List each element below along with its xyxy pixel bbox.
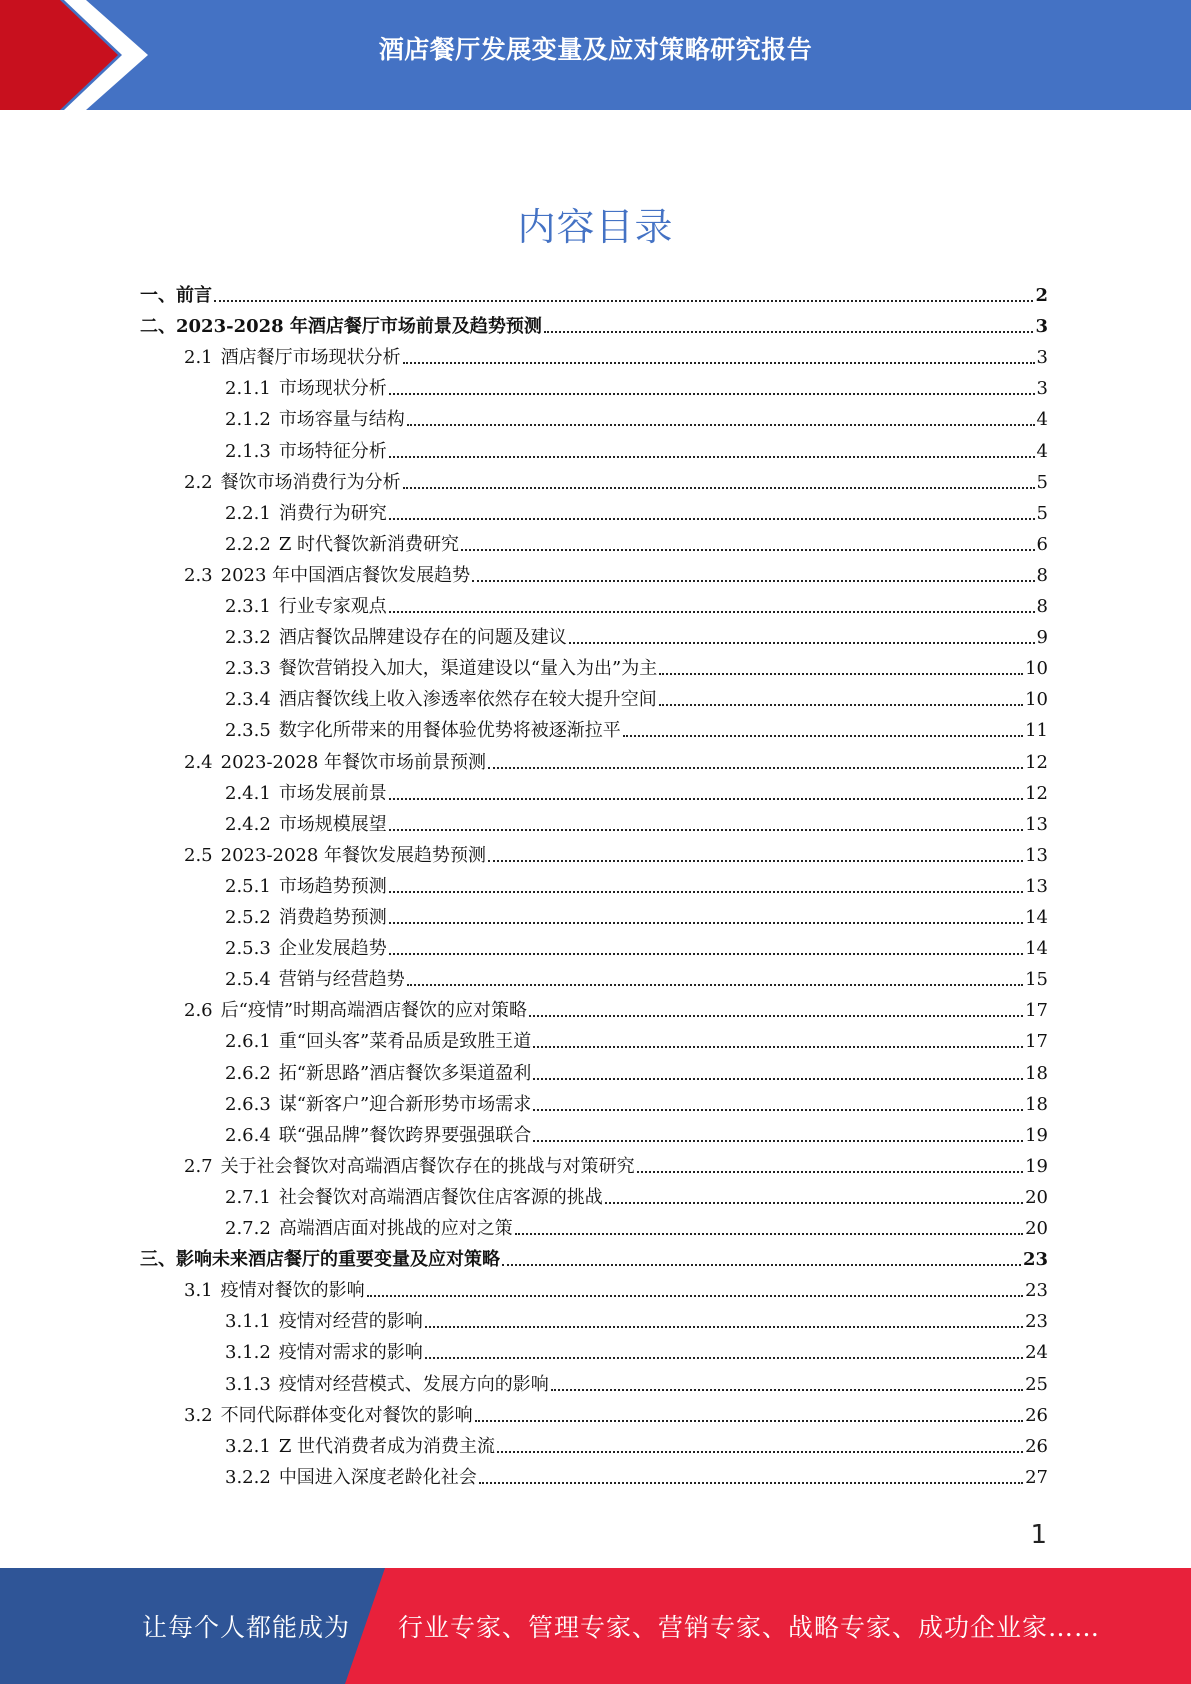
toc-entry[interactable] (184, 844, 1048, 868)
toc-entry-number: 3.1.2 (225, 1342, 271, 1364)
toc-dot-leader (623, 735, 1023, 737)
toc-entry-page: 13 (1025, 844, 1048, 866)
toc-entry[interactable] (225, 1186, 1048, 1210)
footer-slogan-right: 行业专家、管理专家、营销专家、战略专家、成功企业家…… (398, 1613, 1101, 1642)
toc-entry-title: 餐饮市场消费行为分析 (220, 471, 401, 493)
toc-entry[interactable] (225, 782, 1048, 806)
toc-entry[interactable] (225, 1373, 1048, 1397)
toc-dot-leader (497, 1451, 1023, 1453)
toc-entry[interactable] (184, 1155, 1048, 1179)
toc-entry-title: 酒店餐饮线上收入渗透率依然存在较大提升空间 (278, 689, 657, 711)
toc-dot-leader (389, 798, 1023, 800)
toc-entry-number: 2.3 (184, 564, 213, 586)
toc-entry-title: 前言 (176, 285, 212, 306)
page-footer (0, 1568, 1191, 1684)
toc-entry[interactable] (225, 1466, 1048, 1490)
toc-dot-leader (403, 362, 1035, 364)
toc-entry-number: 2.6.3 (225, 1093, 271, 1115)
toc-dot-leader (637, 1171, 1023, 1173)
toc-dot-leader (461, 549, 1035, 551)
toc-entry-page: 17 (1025, 1000, 1048, 1022)
toc-entry[interactable] (225, 657, 1048, 681)
toc-entry-number: 3.2 (184, 1404, 213, 1426)
toc-dot-leader (515, 1233, 1023, 1235)
toc-entry[interactable] (225, 688, 1048, 712)
toc-dot-leader (403, 487, 1035, 489)
toc-entry[interactable] (225, 626, 1048, 650)
toc-entry[interactable] (140, 1248, 1048, 1272)
toc-entry-page: 25 (1025, 1373, 1048, 1395)
toc-entry-title: 行业专家观点 (278, 596, 387, 617)
toc-entry-title: 疫情对餐饮的影响 (220, 1280, 365, 1302)
toc-entry-page: 17 (1025, 1031, 1048, 1053)
toc-entry[interactable] (225, 1310, 1048, 1334)
toc-entry-title: 酒店餐厅市场现状分析 (220, 347, 401, 369)
toc-entry-page: 27 (1025, 1466, 1048, 1488)
toc-entry-page: 13 (1025, 875, 1048, 897)
page-number: 1 (1030, 1520, 1047, 1550)
toc-dot-leader (569, 642, 1035, 644)
toc-entry-title: 数字化所带来的用餐体验优势将被逐渐拉平 (278, 720, 621, 742)
toc-entry-page: 18 (1025, 1093, 1048, 1115)
toc-entry-title: 2023 年中国酒店餐饮发展趋势 (220, 564, 471, 586)
toc-entry-number: 2.3.4 (225, 689, 271, 711)
toc-entry-number: 2.5.3 (225, 938, 271, 960)
toc-dot-leader (389, 518, 1035, 520)
toc-entry-page: 18 (1025, 1062, 1048, 1084)
toc-dot-leader (533, 1046, 1023, 1048)
toc-entry-page: 14 (1025, 938, 1048, 960)
toc-entry-number: 2.2.1 (225, 502, 271, 524)
toc-dot-leader (389, 829, 1023, 831)
toc-entry-page: 23 (1025, 1311, 1048, 1333)
toc-entry-page: 11 (1025, 720, 1048, 742)
toc-entry-number: 2.6.2 (225, 1062, 271, 1084)
toc-entry[interactable] (225, 533, 1048, 557)
toc-entry-title: 市场发展前景 (278, 782, 387, 804)
toc-entry-number: 2.7.1 (225, 1186, 271, 1208)
toc-entry-number: 2.3.1 (225, 596, 271, 617)
toc-entry-page: 10 (1025, 689, 1048, 711)
toc-entry-title: 消费行为研究 (278, 502, 387, 524)
toc-entry-page: 5 (1036, 502, 1048, 524)
toc-entry-page: 20 (1025, 1218, 1048, 1239)
toc-entry-page: 23 (1025, 1280, 1048, 1302)
toc-entry[interactable] (184, 346, 1048, 370)
toc-entry-title: 中国进入深度老龄化社会 (278, 1466, 477, 1488)
toc-entry[interactable] (225, 1062, 1048, 1086)
toc-entry-page: 3 (1035, 316, 1048, 338)
toc-entry-title: 拓“新思路”酒店餐饮多渠道盈利 (278, 1062, 532, 1084)
toc-entry-number: 2.7.2 (225, 1218, 271, 1239)
toc-dot-leader (367, 1295, 1023, 1297)
toc-dot-leader (407, 984, 1023, 986)
toc-heading: 内容目录 (517, 205, 674, 249)
toc-entry-number: 2.3.5 (225, 720, 271, 742)
toc-entry[interactable] (184, 1404, 1048, 1428)
toc-entry-title: 社会餐饮对高端酒店餐饮住店客源的挑战 (278, 1186, 603, 1208)
toc-dot-leader (389, 953, 1023, 955)
toc-entry[interactable] (225, 377, 1048, 401)
toc-dot-leader (551, 1389, 1023, 1391)
toc-dot-leader (605, 1202, 1023, 1204)
page-header (0, 0, 1191, 110)
toc-entry-page: 24 (1025, 1342, 1048, 1364)
toc-entry-page: 3 (1036, 378, 1048, 400)
toc-dot-leader (475, 1420, 1023, 1422)
toc-entry-title: 酒店餐饮品牌建设存在的问题及建议 (278, 627, 567, 649)
toc-entry[interactable] (225, 1093, 1048, 1117)
toc-entry-number: 2.1.3 (225, 440, 271, 462)
toc-entry-number: 3.1.3 (225, 1373, 271, 1395)
toc-entry[interactable] (225, 875, 1048, 899)
toc-entry-title: 关于社会餐饮对高端酒店餐饮存在的挑战与对策研究 (220, 1155, 635, 1177)
toc-entry-title: 疫情对经营模式、发展方向的影响 (278, 1373, 549, 1395)
toc-entry[interactable] (225, 937, 1048, 961)
toc-entry-page: 9 (1036, 627, 1048, 649)
toc-dot-leader (389, 393, 1035, 395)
toc-entry[interactable] (225, 906, 1048, 930)
toc-dot-leader (659, 673, 1023, 675)
toc-dot-leader (389, 922, 1023, 924)
toc-entry-number: 3.2.2 (225, 1466, 271, 1488)
toc-entry[interactable] (225, 408, 1048, 432)
toc-entry-page: 12 (1025, 782, 1048, 804)
toc-entry-page: 3 (1036, 347, 1048, 369)
toc-entry-title: 不同代际群体变化对餐饮的影响 (220, 1404, 473, 1426)
toc-entry-title: 谋“新客户”迎合新形势市场需求 (278, 1093, 532, 1115)
toc-entry[interactable] (225, 813, 1048, 837)
toc-entry-title: 影响未来酒店餐厅的重要变量及应对策略 (176, 1249, 500, 1271)
toc-entry-title: 2023-2028 年餐饮发展趋势预测 (220, 844, 487, 866)
toc-entry-title: Z 世代消费者成为消费主流 (278, 1435, 496, 1457)
toc-entry-title: Z 时代餐饮新消费研究 (278, 533, 460, 555)
toc-entry[interactable] (225, 968, 1048, 992)
toc-entry-number: 2.1 (184, 347, 213, 369)
toc-dot-leader (533, 1109, 1023, 1111)
toc-entry-number: 2.1.2 (225, 409, 271, 431)
toc-dot-leader (214, 300, 1033, 302)
toc-entry[interactable] (225, 1030, 1048, 1054)
toc-entry[interactable] (225, 1341, 1048, 1365)
toc-entry[interactable] (184, 751, 1048, 775)
toc-dot-leader (425, 1326, 1023, 1328)
toc-entry-number: 二、 (140, 316, 176, 338)
toc-entry-page: 2 (1035, 285, 1048, 306)
toc-entry-number: 2.7 (184, 1155, 213, 1177)
toc-entry[interactable] (140, 315, 1048, 339)
toc-entry[interactable] (225, 1124, 1048, 1148)
toc-entry-page: 13 (1025, 813, 1048, 835)
report-title: 酒店餐厅发展变量及应对策略研究报告 (378, 35, 813, 64)
toc-dot-leader (533, 1140, 1023, 1142)
toc-entry-number: 2.5 (184, 844, 213, 866)
toc-entry-title: 高端酒店面对挑战的应对之策 (278, 1218, 513, 1239)
toc-entry-title: 2023-2028 年餐饮市场前景预测 (220, 751, 487, 773)
toc-entry-title: 市场趋势预测 (278, 875, 387, 897)
toc-entry-number: 2.5.2 (225, 907, 271, 928)
toc-entry-number: 2.4.2 (225, 813, 271, 835)
toc-dot-leader (544, 331, 1034, 333)
toc-entry[interactable] (184, 999, 1048, 1023)
toc-entry-number: 3.1 (184, 1280, 213, 1302)
toc-entry-number: 一、 (140, 285, 176, 306)
toc-entry-page: 26 (1025, 1404, 1048, 1426)
toc-dot-leader (389, 456, 1035, 458)
toc-entry-page: 5 (1036, 471, 1048, 493)
toc-dot-leader (479, 1482, 1023, 1484)
toc-entry-page: 20 (1025, 1186, 1048, 1208)
toc-entry[interactable] (184, 1279, 1048, 1303)
toc-entry-page: 23 (1022, 1249, 1048, 1271)
toc-dot-leader (502, 1264, 1021, 1266)
toc-entry-title: 营销与经营趋势 (278, 969, 405, 991)
toc-entry-number: 2.1.1 (225, 378, 271, 400)
toc-entry-title: 市场容量与结构 (278, 409, 405, 431)
toc-dot-leader (389, 891, 1023, 893)
toc-entry[interactable] (225, 502, 1048, 526)
toc-entry-page: 12 (1025, 751, 1048, 773)
toc-entry-page: 14 (1025, 907, 1048, 928)
footer-slogan-left: 让每个人都能成为 (142, 1613, 351, 1642)
toc-entry-page: 26 (1025, 1435, 1048, 1457)
toc-entry-number: 2.2 (184, 471, 213, 493)
toc-entry[interactable] (140, 284, 1048, 308)
toc-entry-page: 4 (1036, 440, 1048, 462)
toc-entry[interactable] (225, 719, 1048, 743)
toc-dot-leader (659, 704, 1023, 706)
toc-entry-number: 2.5.4 (225, 969, 271, 991)
toc-dot-leader (425, 1357, 1023, 1359)
toc-dot-leader (488, 767, 1023, 769)
toc-entry-title: 疫情对需求的影响 (278, 1342, 423, 1364)
toc-entry-number: 三、 (140, 1249, 176, 1271)
toc-entry-title: 疫情对经营的影响 (278, 1311, 423, 1333)
toc-entry-number: 2.6 (184, 1000, 213, 1022)
toc-entry[interactable] (184, 564, 1048, 588)
toc-entry-number: 2.5.1 (225, 875, 271, 897)
toc-entry-number: 2.4.1 (225, 782, 271, 804)
toc-entry-number: 2.3.3 (225, 658, 271, 680)
toc-entry-page: 8 (1036, 564, 1048, 586)
toc-entry-page: 8 (1036, 596, 1048, 617)
toc-entry-page: 19 (1025, 1124, 1048, 1146)
toc-entry-title: 联“强品牌”餐饮跨界要强强联合 (278, 1124, 532, 1146)
toc-entry-page: 19 (1025, 1155, 1048, 1177)
toc-entry-title: 后“疫情”时期高端酒店餐饮的应对策略 (220, 1000, 528, 1022)
toc-entry-title: 市场规模展望 (278, 813, 387, 835)
toc-entry-number: 2.6.1 (225, 1031, 271, 1053)
toc-entry-title: 餐饮营销投入加大，渠道建设以“量入为出”为主 (278, 658, 658, 680)
toc-entry[interactable] (225, 595, 1048, 619)
toc-dot-leader (389, 611, 1035, 613)
toc-entry-title: 市场特征分析 (278, 440, 387, 462)
toc-entry-title: 消费趋势预测 (278, 907, 387, 928)
toc-entry-number: 2.2.2 (225, 533, 271, 555)
toc-entry[interactable] (225, 1217, 1048, 1241)
toc-entry-number: 3.1.1 (225, 1311, 271, 1333)
toc-dot-leader (533, 1078, 1023, 1080)
toc-entry-number: 3.2.1 (225, 1435, 271, 1457)
toc-entry-title: 2023-2028 年酒店餐厅市场前景及趋势预测 (176, 316, 542, 338)
toc-entry-page: 10 (1025, 658, 1048, 680)
toc-entry[interactable] (225, 440, 1048, 464)
toc-entry-page: 15 (1025, 969, 1048, 991)
toc-dot-leader (529, 1015, 1023, 1017)
toc-dot-leader (407, 424, 1035, 426)
toc-entry-title: 市场现状分析 (278, 378, 387, 400)
toc-entry-number: 2.4 (184, 751, 213, 773)
toc-entry[interactable] (184, 471, 1048, 495)
toc-entry-number: 2.6.4 (225, 1124, 271, 1146)
toc-entry-title: 企业发展趋势 (278, 938, 387, 960)
toc-entry-page: 4 (1036, 409, 1048, 431)
toc-dot-leader (472, 580, 1034, 582)
toc-entry[interactable] (225, 1435, 1048, 1459)
toc-entry-number: 2.3.2 (225, 627, 271, 649)
toc-entry-title: 重“回头客”菜肴品质是致胜王道 (278, 1031, 532, 1053)
toc-dot-leader (488, 860, 1023, 862)
toc-entry-page: 6 (1036, 533, 1048, 555)
